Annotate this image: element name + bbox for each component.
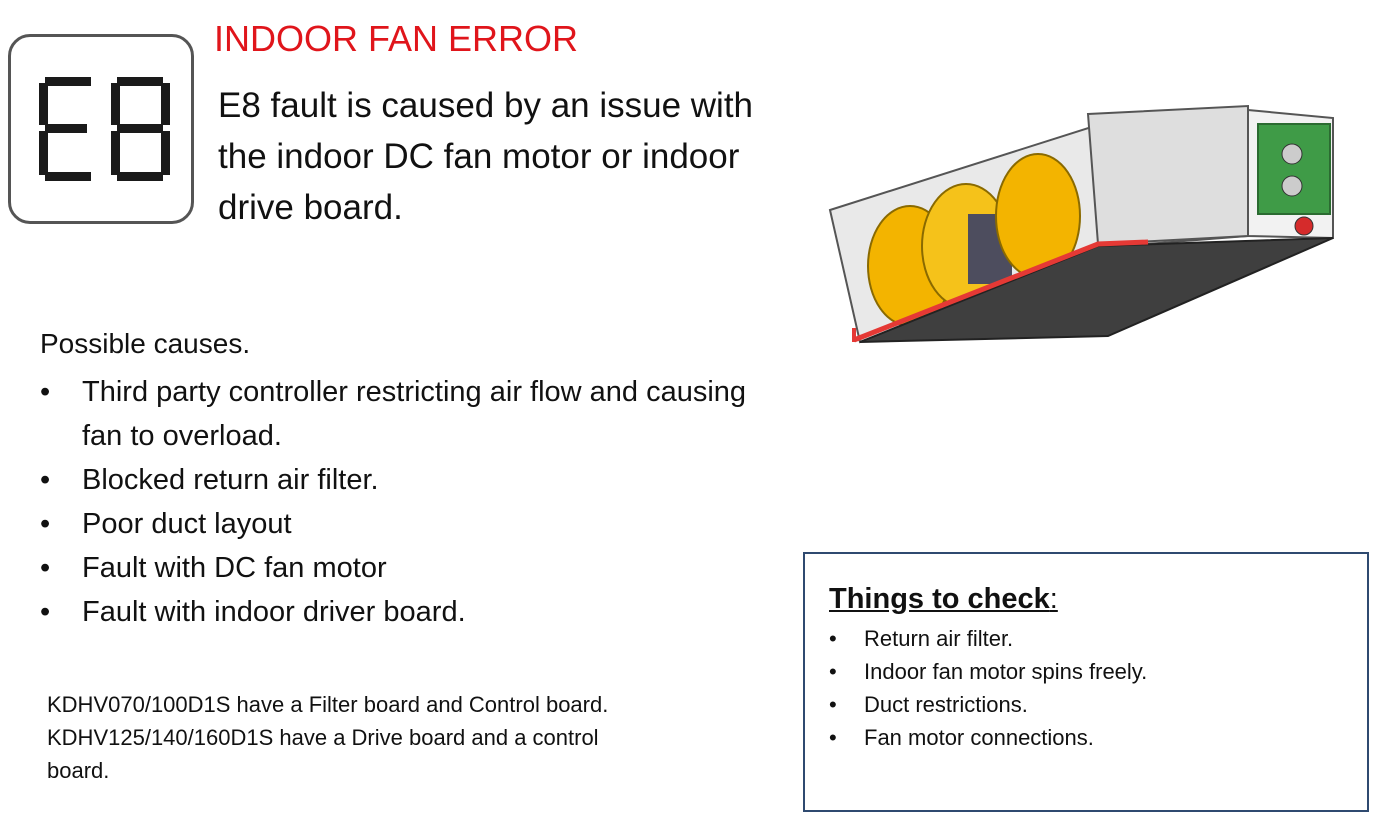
error-code-display [8, 34, 194, 224]
fault-summary: E8 fault is caused by an issue with the indoor DC fan motor or indoor drive board. [218, 86, 754, 227]
cause-text: Third party controller restricting air flow and causing fan to overload. [82, 376, 747, 452]
list-item [40, 502, 780, 546]
bullet: • [40, 464, 51, 496]
check-text: Indoor fan motor spins freely. [864, 659, 1148, 684]
check-title-colon: : [1049, 583, 1058, 615]
check-text: Duct restrictions. [864, 692, 1028, 717]
cause-text: Fault with indoor driver board. [82, 596, 466, 628]
list-item [40, 546, 780, 590]
ducted-fan-unit-icon [818, 96, 1348, 352]
list-item [829, 688, 1147, 721]
check-text: Fan motor connections. [864, 725, 1094, 750]
bullet: • [40, 552, 51, 584]
model-note-line: KDHV070/100D1S have a Filter board and Control board. [47, 692, 609, 717]
bullet: • [40, 596, 51, 628]
possible-causes-heading: Possible causes. [40, 328, 251, 359]
check-title-text: Things to check [829, 583, 1050, 615]
list-item [40, 590, 780, 634]
cause-text: Fault with DC fan motor [82, 552, 387, 584]
list-item [829, 655, 1147, 688]
page-title: INDOOR FAN ERROR [214, 18, 579, 59]
check-text: Return air filter. [864, 626, 1014, 651]
bullet: • [829, 692, 837, 717]
cause-text: Blocked return air filter. [82, 464, 379, 496]
list-item [829, 721, 1147, 754]
seven-segment-display-icon [39, 77, 173, 181]
model-notes [47, 688, 627, 787]
model-note-line: KDHV125/140/160D1S have a Drive board and a control board. [47, 725, 599, 783]
list-item [829, 622, 1147, 655]
list-item [40, 370, 780, 458]
bullet: • [40, 376, 51, 408]
cause-text: Poor duct layout [82, 508, 292, 540]
things-to-check-list [829, 622, 1147, 754]
possible-causes-list [40, 370, 780, 634]
bullet: • [40, 508, 51, 540]
list-item [40, 458, 780, 502]
bullet: • [829, 626, 837, 651]
things-to-check-title [829, 583, 1058, 616]
bullet: • [829, 725, 837, 750]
bullet: • [829, 659, 837, 684]
